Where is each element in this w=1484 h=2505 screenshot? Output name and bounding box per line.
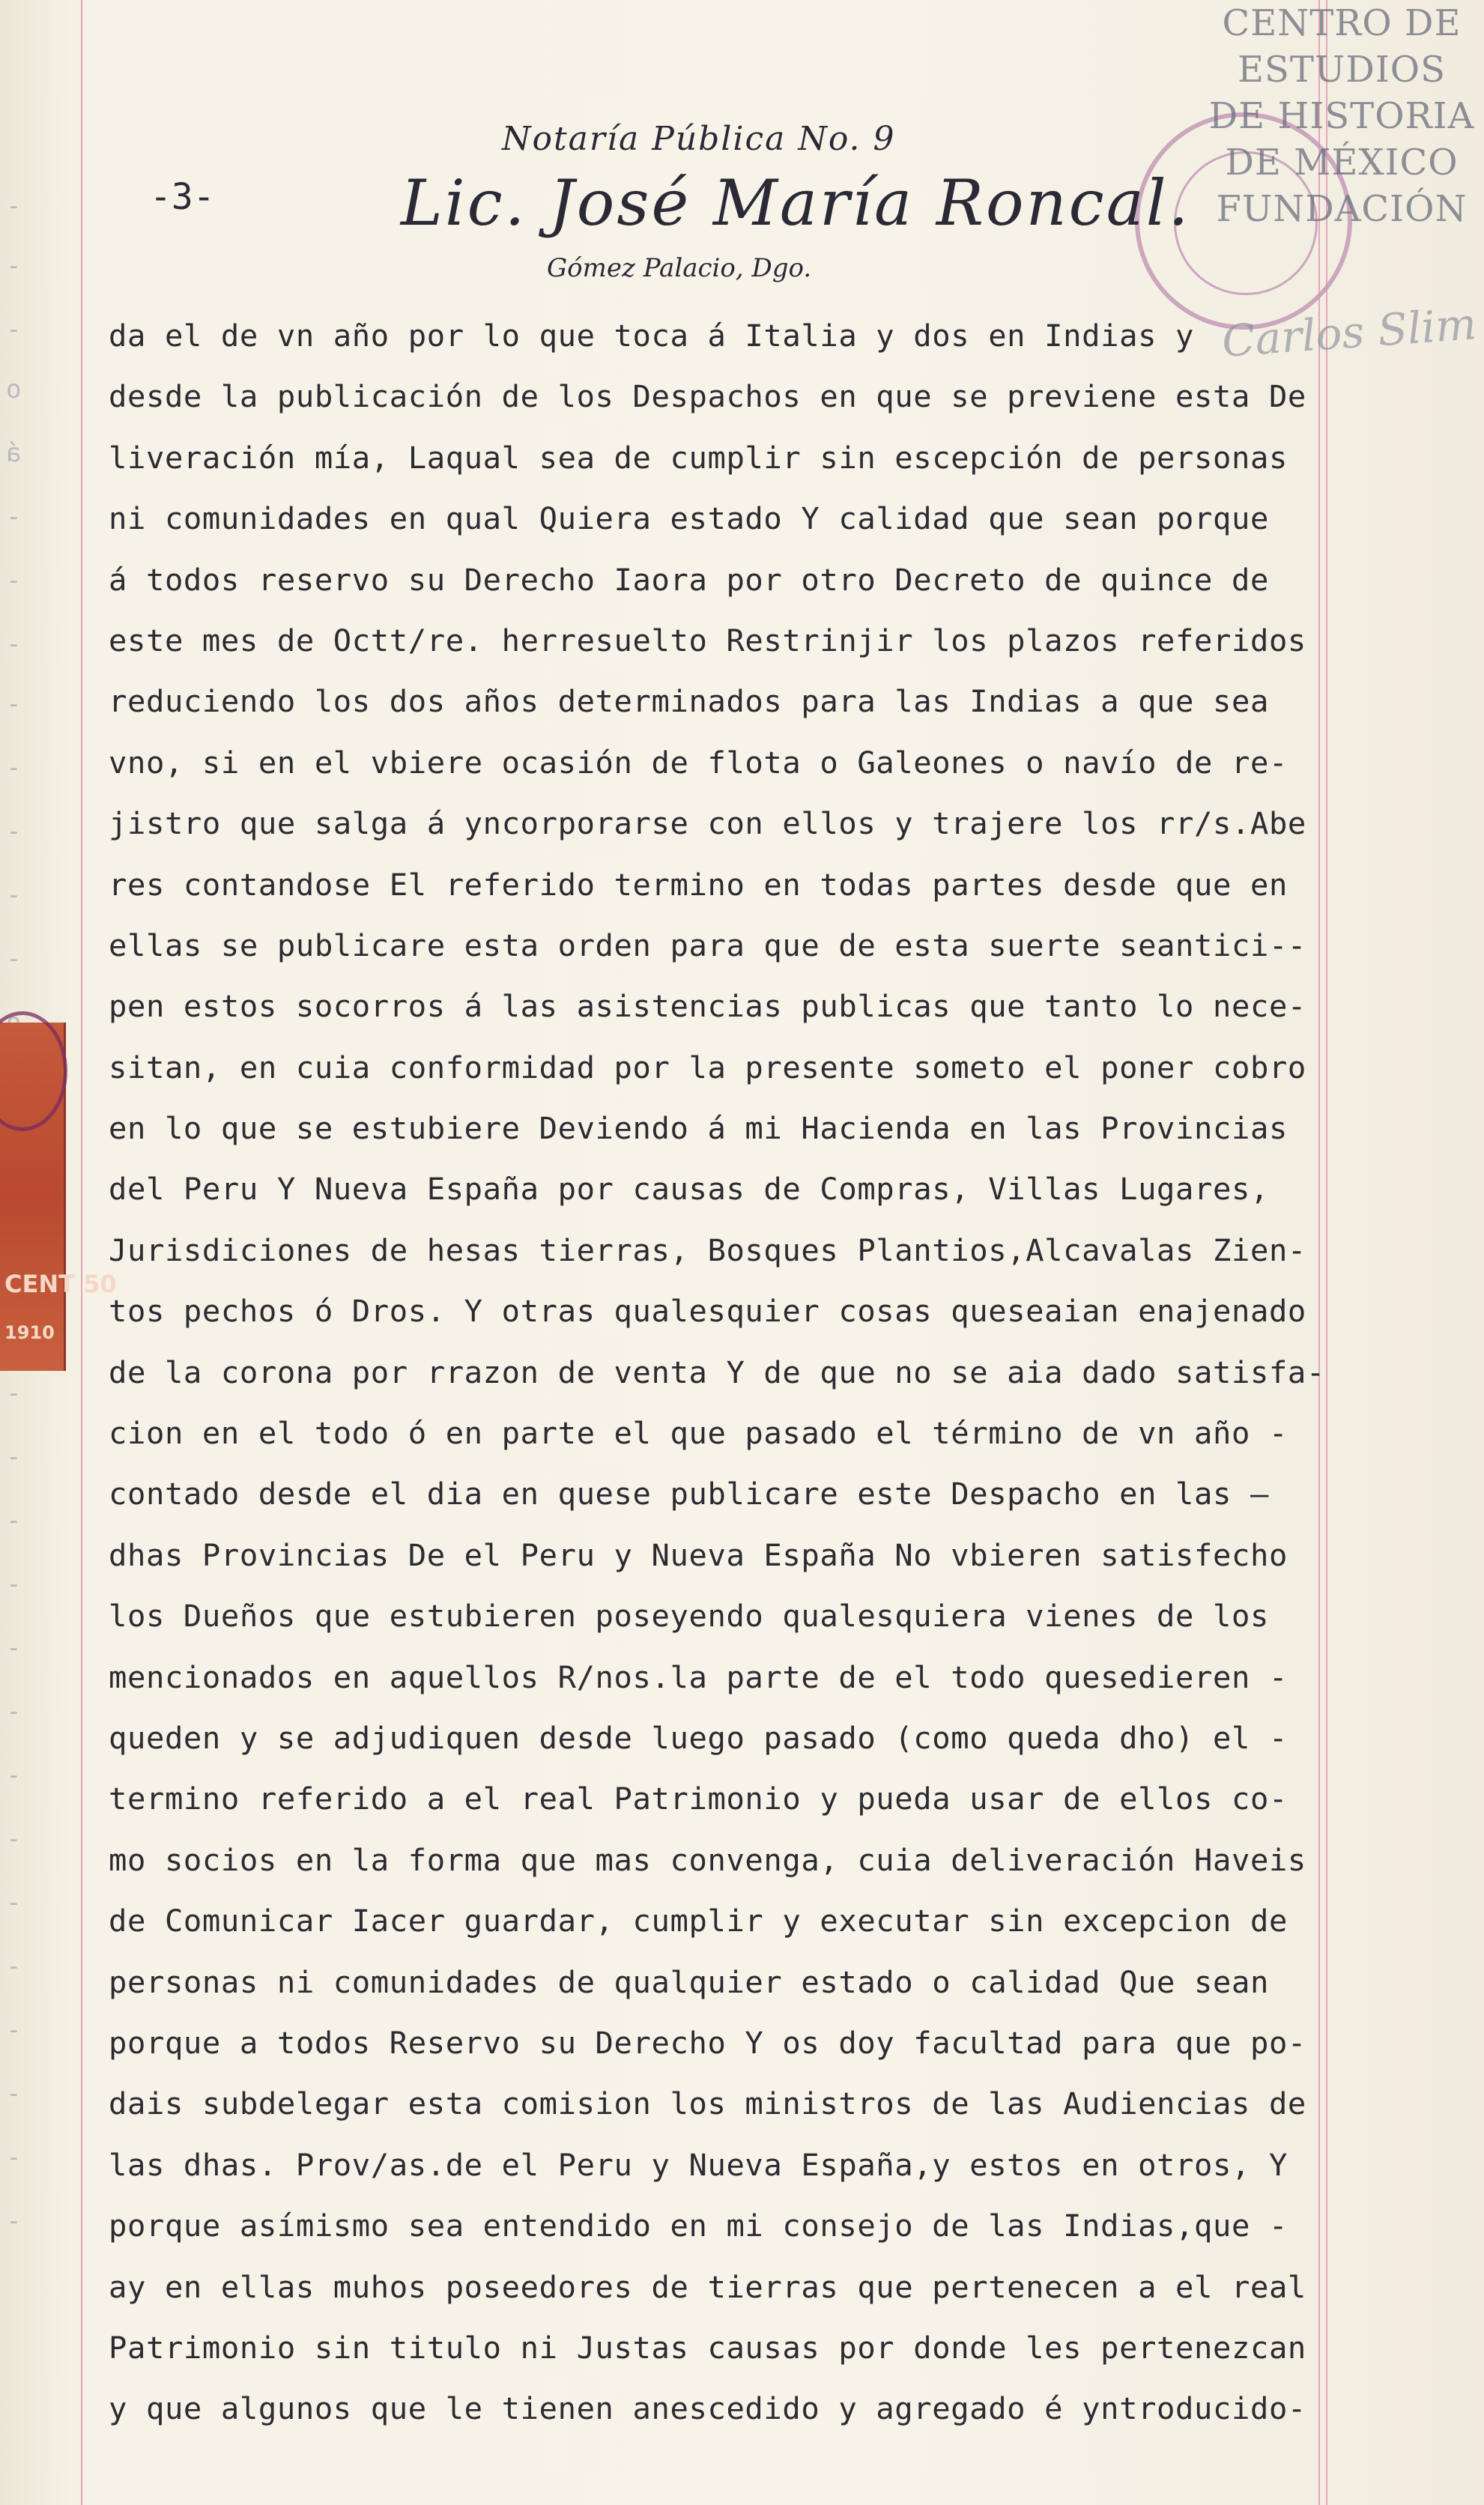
watermark [1199, 0, 1484, 232]
revenue-stamp [0, 1023, 117, 1371]
text-line: termino referido a el real Patrimonio y pueda usar de ellos co- [109, 1781, 1288, 1817]
text-line: dhas Provincias De el Peru y Nueva España No vbieren satisfecho [109, 1536, 1288, 1573]
text-line: porque asímismo sea entendido en mi consejo de las Indias,que - [109, 2208, 1288, 2244]
text-line: ni comunidades en qual Quiera estado Y calidad que sean porque [109, 500, 1269, 537]
text-line: vno, si en el vbiere ocasión de flota o Galeones o navío de re- [109, 744, 1288, 781]
watermark-line: FUNDACIÓN [1216, 188, 1468, 230]
text-line: Patrimonio sin titulo ni Justas causas por donde les pertenezcan [109, 2329, 1306, 2366]
text-line: da el de vn año por lo que toca á Italia y dos en Indias y [109, 318, 1195, 354]
watermark-line: DE HISTORIA [1208, 95, 1475, 137]
watermark-line: CENTRO DE [1222, 2, 1462, 44]
margin-line-left [81, 0, 82, 2505]
stamp-cancellation-mark [0, 1011, 67, 1131]
text-line: mo socios en la forma que mas convenga, cuia deliveración Haveis [109, 1841, 1306, 1878]
text-line: ellas se publicare esta orden para que de esta suerte seantici-- [109, 927, 1306, 963]
text-line: este mes de Octt/re. herresuelto Restrinjir los plazos referidos [109, 622, 1306, 658]
document-body [109, 306, 1325, 2440]
text-line: ay en ellas muhos poseedores de tierras que pertenecen a el real [109, 2268, 1306, 2305]
text-line: mencionados en aquellos R/nos.la parte de el todo quesedieren - [109, 1659, 1288, 1695]
page-number: -3- [150, 176, 215, 218]
watermark-line: ESTUDIOS [1237, 49, 1447, 91]
stamp-value: CENT 50 [4, 1270, 117, 1298]
text-line: porque a todos Reservo su Derecho Y os doy facultad para que po- [109, 2024, 1306, 2061]
margin-line-right-2 [1326, 0, 1327, 2505]
notaria-title: Notaría Pública No. 9 [502, 120, 896, 158]
text-line: dais subdelegar esta comision los ministros de las Audiencias de [109, 2086, 1306, 2122]
text-line: Jurisdiciones de hesas tierras, Bosques Plantios,Alcavalas Zien- [109, 1232, 1306, 1268]
text-line: sitan, en cuia conformidad por la presente someto el poner cobro [109, 1049, 1306, 1085]
text-line: á todos reservo su Derecho Iaora por otro Decreto de quince de [109, 561, 1269, 598]
text-line: en lo que se estubiere Deviendo á mi Hacienda en las Provincias [109, 1110, 1288, 1147]
text-line: las dhas. Prov/as.de el Peru y Nueva España,y estos en otros, Y [109, 2146, 1288, 2183]
letterhead [150, 112, 1191, 300]
text-line: del Peru Y Nueva España por causas de Compras, Villas Lugares, [109, 1171, 1269, 1208]
text-line: reduciendo los dos años determinados para las Indias a que sea [109, 683, 1269, 720]
text-line: tos pechos ó Dros. Y otras qualesquier cosas queseaian enajenado [109, 1293, 1306, 1330]
watermark-line: DE MÉXICO [1225, 142, 1459, 184]
text-line: de Comunicar Iacer guardar, cumplir y executar sin excepcion de [109, 1903, 1288, 1939]
text-line: personas ni comunidades de qualquier estado o calidad Que sean [109, 1963, 1269, 2000]
notary-city: Gómez Palacio, Dgo. [547, 253, 812, 283]
text-line: queden y se adjudiquen desde luego pasado (como queda dho) el - [109, 1719, 1288, 1756]
watermark-signature: Carlos Slim [1220, 298, 1478, 367]
bleed-through-margin: - - - o á - - - - - - - - - - - - - - - - - - - - - - [6, 191, 22, 2236]
text-line: desde la publicación de los Despachos en que se previene esta De [109, 378, 1306, 415]
text-line: liveración mía, Laqual sea de cumplir sin escepción de personas [109, 439, 1288, 476]
text-line: y que algunos que le tienen anescedido y agregado é yntroducido- [109, 2390, 1306, 2427]
text-line: res contandose El referido termino en todas partes desde que en [109, 866, 1288, 903]
stamp-year: 1910 [4, 1322, 55, 1343]
text-line: jistro que salga á yncorporarse con ellos y trajere los rr/s.Abe [109, 805, 1306, 842]
text-line: contado desde el dia en quese publicare este Despacho en las — [109, 1476, 1269, 1512]
text-line: de la corona por rrazon de venta Y de que no se aia dado satisfa- [109, 1354, 1325, 1390]
text-line: pen estos socorros á las asistencias publicas que tanto lo nece- [109, 988, 1306, 1025]
notary-name: Lic. José María Roncal. [401, 166, 1191, 240]
text-line: los Dueños que estubieren poseyendo qualesquiera vienes de los [109, 1598, 1269, 1635]
text-line: cion en el todo ó en parte el que pasado el término de vn año - [109, 1415, 1288, 1452]
